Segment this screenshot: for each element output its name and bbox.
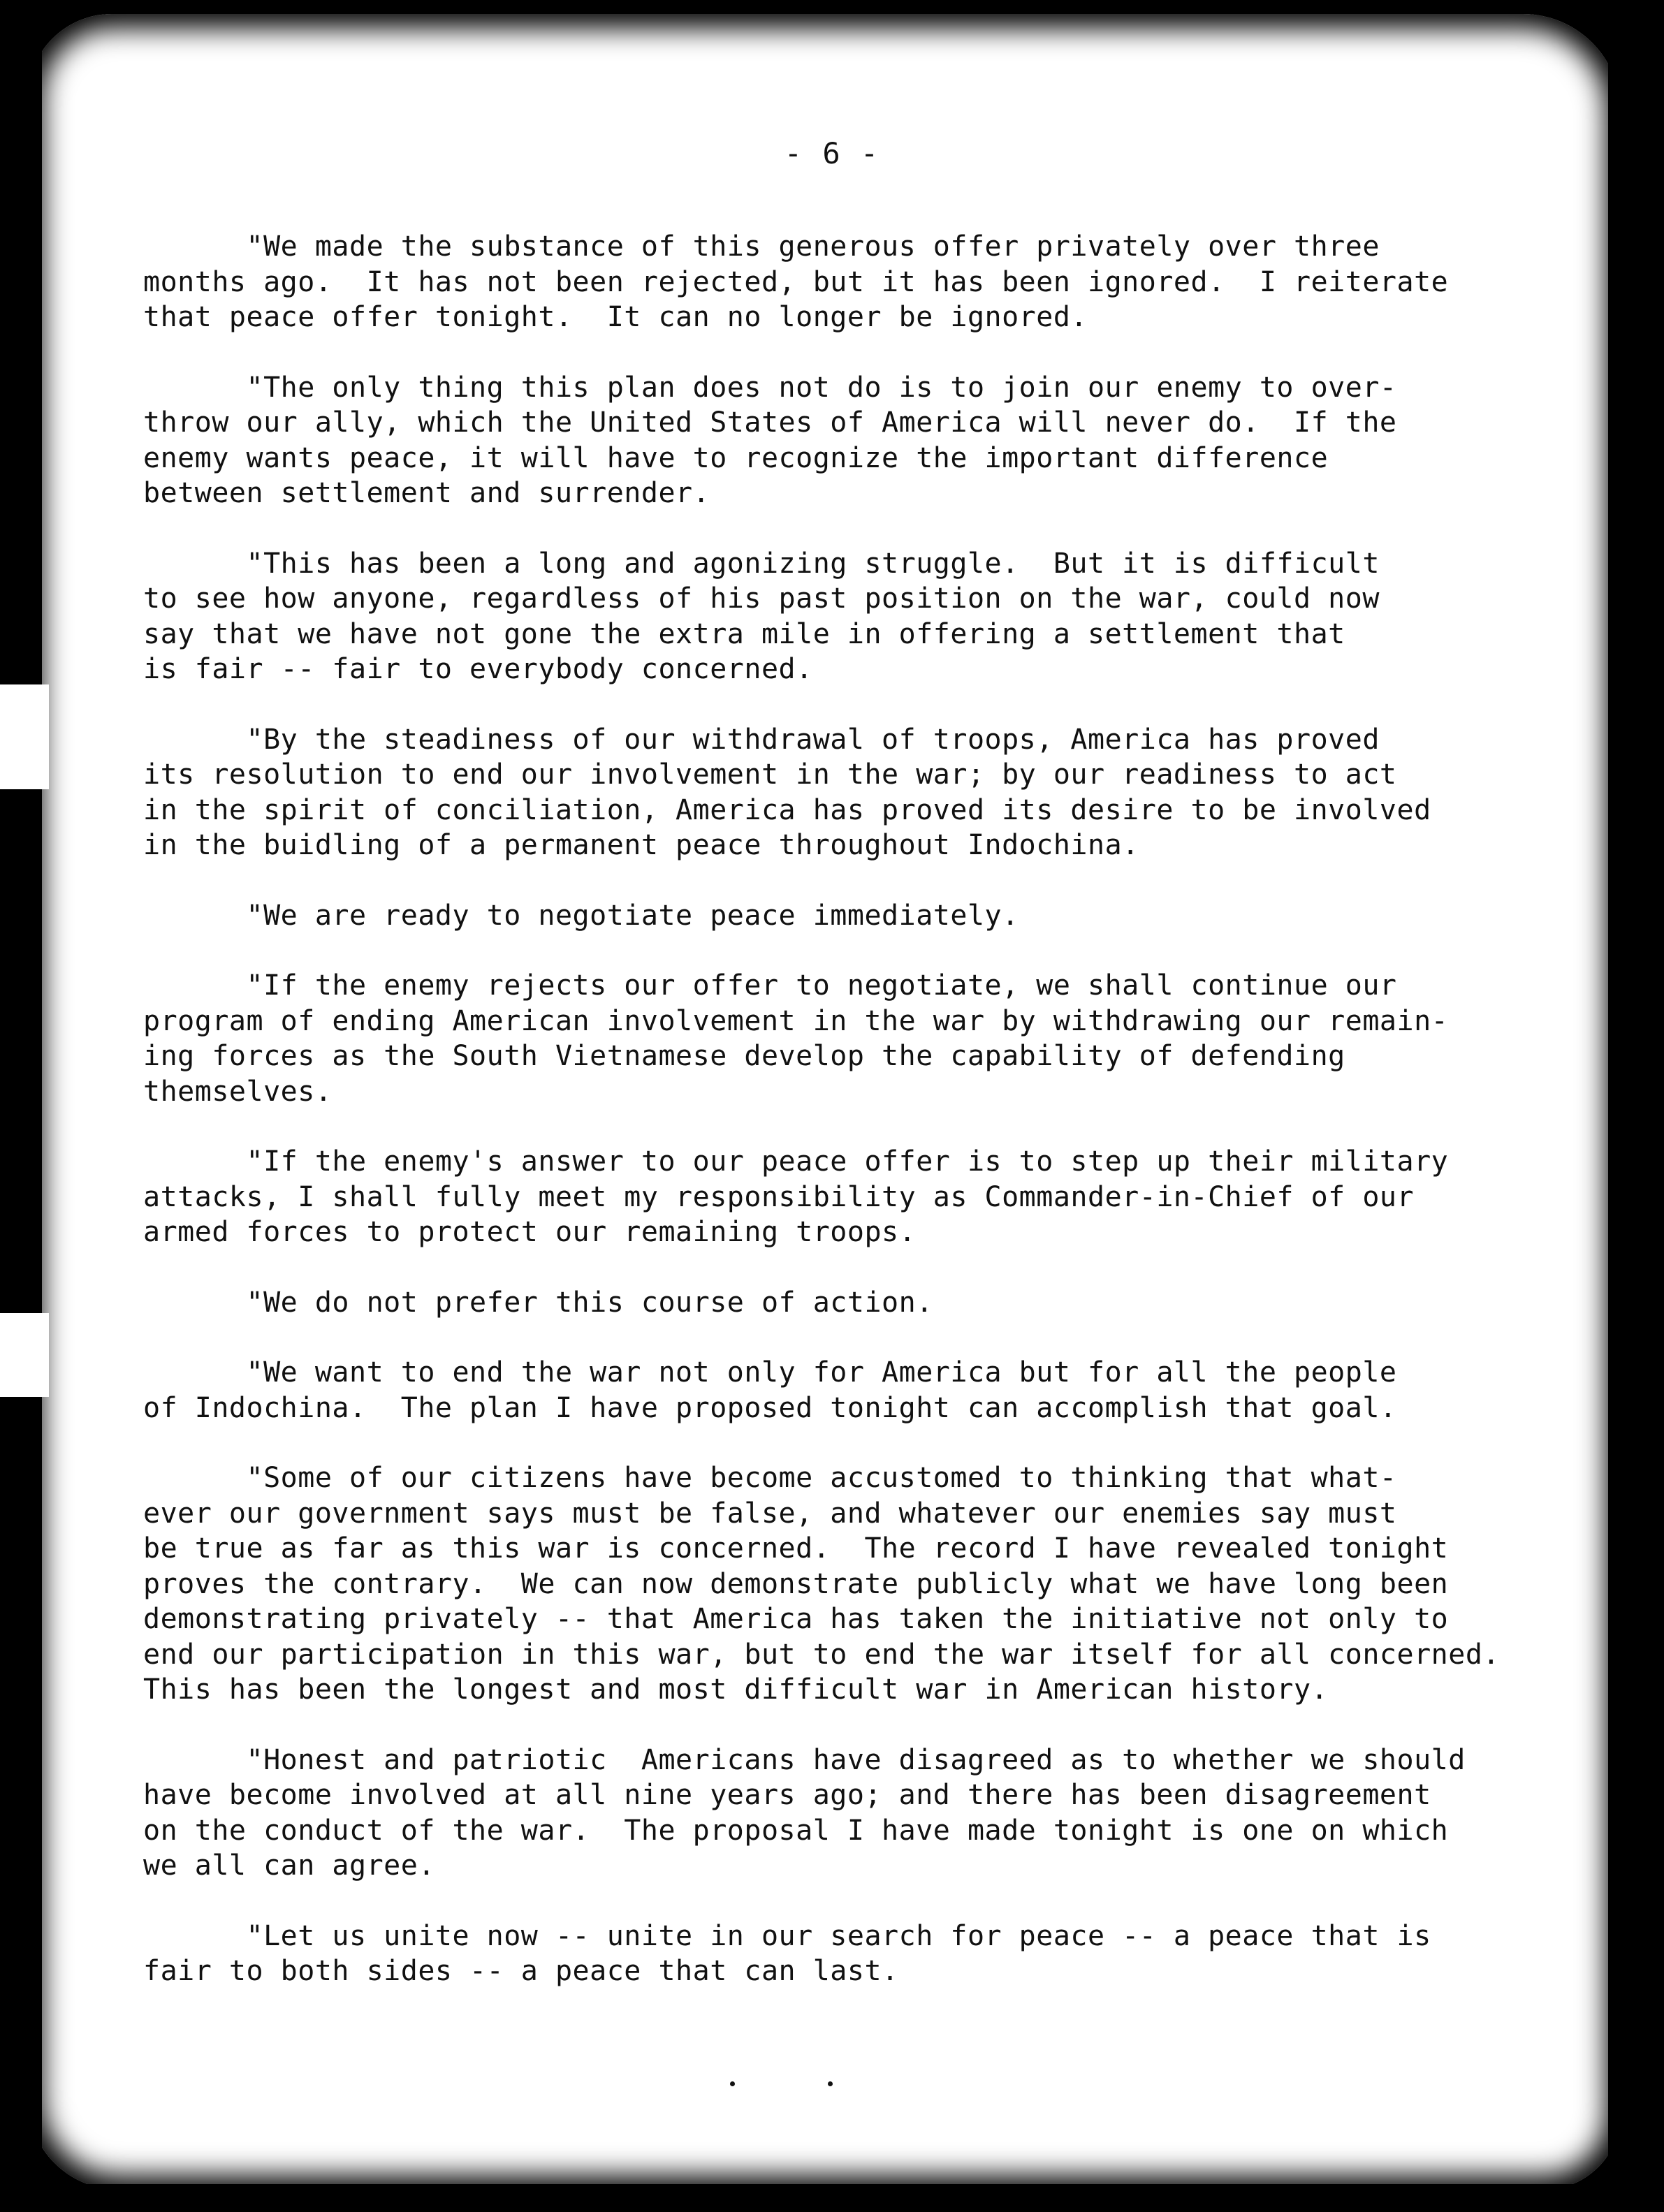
text-line: on the conduct of the war. The proposal I have made tonight is one on which <box>143 1814 1449 1847</box>
paragraph <box>143 1285 1540 1321</box>
stray-mark <box>730 2081 735 2086</box>
text-line: say that we have not gone the extra mile in offering a settlement that <box>143 617 1345 650</box>
text-line: "Honest and patriotic Americans have disagreed as to whether we should <box>143 1743 1466 1776</box>
scan-edge-bottom <box>0 2184 1664 2212</box>
paragraph <box>143 370 1540 511</box>
text-line: fair to both sides -- a peace that can last. <box>143 1955 899 1987</box>
stray-mark <box>828 2081 833 2086</box>
text-line: program of ending American involvement in the war by withdrawing our remain- <box>143 1004 1449 1037</box>
text-line: "The only thing this plan does not do is to join our enemy to over- <box>143 371 1397 404</box>
text-line: "We are ready to negotiate peace immediately. <box>143 899 1019 932</box>
text-line: of Indochina. The plan I have proposed tonight can accomplish that goal. <box>143 1391 1397 1424</box>
text-line: is fair -- fair to everybody concerned. <box>143 653 813 685</box>
paragraph <box>143 1919 1540 1989</box>
text-line: "We do not prefer this course of action. <box>143 1286 933 1319</box>
text-line: its resolution to end our involvement in the war; by our readiness to act <box>143 759 1397 791</box>
text-line: enemy wants peace, it will have to recognize the important difference <box>143 441 1329 474</box>
text-line: we all can agree. <box>143 1850 435 1882</box>
scan-tab-upper <box>0 684 49 789</box>
scan-edge-right <box>1608 0 1664 2212</box>
paragraph <box>143 722 1540 863</box>
paragraph <box>143 968 1540 1109</box>
scan-tab-lower <box>0 1313 49 1397</box>
paragraph <box>143 229 1540 335</box>
text-line: in the buidling of a permanent peace throughout Indochina. <box>143 829 1139 861</box>
text-line: armed forces to protect our remaining troops. <box>143 1216 917 1248</box>
paragraph <box>143 546 1540 687</box>
text-line: "Let us unite now -- unite in our search for peace -- a peace that is <box>143 1919 1431 1952</box>
document-body <box>143 229 1540 2024</box>
text-line: ever our government says must be false, and whatever our enemies say must <box>143 1497 1397 1530</box>
page-number: - 6 - <box>784 136 880 170</box>
text-line: proves the contrary. We can now demonstrate publicly what we have long been <box>143 1567 1449 1600</box>
text-line: attacks, I shall fully meet my responsibility as Commander-in-Chief of our <box>143 1180 1415 1213</box>
text-line: demonstrating privately -- that America has taken the initiative not only to <box>143 1603 1449 1635</box>
text-line: months ago. It has not been rejected, but it has been ignored. I reiterate <box>143 265 1449 298</box>
text-line: between settlement and surrender. <box>143 477 710 509</box>
scan-edge-left <box>0 0 42 2212</box>
text-line: "If the enemy's answer to our peace offer is to step up their military <box>143 1145 1449 1178</box>
text-line: throw our ally, which the United States of America will never do. If the <box>143 406 1397 439</box>
text-line: be true as far as this war is concerned. The record I have revealed tonight <box>143 1532 1449 1565</box>
text-line: "If the enemy rejects our offer to negotiate, we shall continue our <box>143 969 1397 1002</box>
text-line: This has been the longest and most difficult war in American history. <box>143 1673 1329 1706</box>
text-line: themselves. <box>143 1075 333 1108</box>
text-line: "By the steadiness of our withdrawal of troops, America has proved <box>143 723 1380 756</box>
paragraph <box>143 1355 1540 1426</box>
text-line: "Some of our citizens have become accustomed to thinking that what- <box>143 1462 1397 1494</box>
text-line: in the spirit of conciliation, America has proved its desire to be involved <box>143 793 1431 826</box>
text-line: that peace offer tonight. It can no longer be ignored. <box>143 301 1088 333</box>
paragraph <box>143 1460 1540 1708</box>
text-line: "This has been a long and agonizing struggle. But it is difficult <box>143 547 1380 580</box>
text-line: end our participation in this war, but to end the war itself for all concerned. <box>143 1638 1500 1671</box>
paragraph <box>143 1743 1540 1884</box>
paragraph <box>143 1144 1540 1250</box>
text-line: to see how anyone, regardless of his past position on the war, could now <box>143 583 1380 615</box>
text-line: ing forces as the South Vietnamese develop the capability of defending <box>143 1040 1345 1072</box>
text-line: "We made the substance of this generous offer privately over three <box>143 230 1380 263</box>
paragraph <box>143 898 1540 934</box>
text-line: "We want to end the war not only for America but for all the people <box>143 1356 1397 1389</box>
text-line: have become involved at all nine years ago; and there has been disagreement <box>143 1779 1431 1811</box>
